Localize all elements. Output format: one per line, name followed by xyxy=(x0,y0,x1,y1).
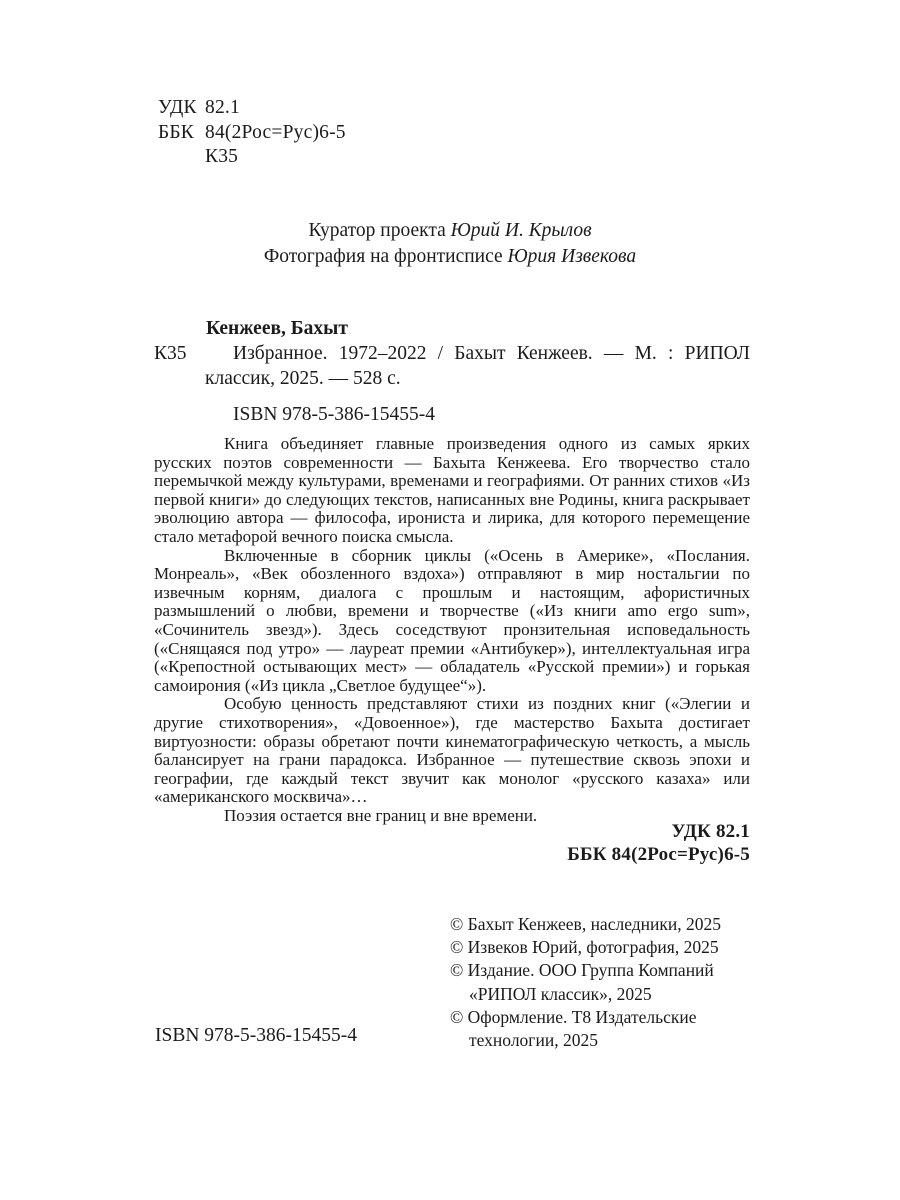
photographer-name: Юрия Извекова xyxy=(507,246,637,267)
curator-prefix: Куратор проекта xyxy=(308,220,451,241)
annotation-paragraph: Поэзия остается вне границ и вне времени. xyxy=(224,805,538,825)
annotation-paragraph: Особую ценность представляют стихи из поздних книг («Элегии и другие стихотворения», «Довоенное»), где мастерство Бахыта достигает виртуозности: образы обретают почти кинематографическую четкость, а мысль балансирует на грани парадокса. Избранное — путешествие сквозь эпохи и географии, где каждый текст звучит как монолог «русского казаха» или «американского москвича»… xyxy=(154,694,750,807)
top-classification-block xyxy=(158,96,346,170)
photo-credit-line xyxy=(152,244,748,270)
udk-label: УДК xyxy=(158,97,197,118)
bottom-classification-block xyxy=(154,820,750,866)
isbn-footer: ISBN 978-5-386-15455-4 xyxy=(155,1025,358,1046)
copyright-line: © Бахыт Кенжеев, наследники, 2025 xyxy=(450,914,721,934)
catalog-isbn: ISBN 978-5-386-15455-4 xyxy=(233,404,436,425)
catalog-card xyxy=(154,316,750,427)
bbk-footer: ББК 84(2Рос=Рус)6-5 xyxy=(567,844,750,865)
project-credits xyxy=(152,218,748,270)
copyright-line: © Издание. ООО Группа Компаний «РИПОЛ классик», 2025 xyxy=(450,960,714,1004)
curator-line xyxy=(152,218,748,244)
author-sign: К35 xyxy=(205,146,239,167)
annotation-block xyxy=(154,435,750,825)
bbk-value: 84(2Рос=Рус)6-5 xyxy=(205,121,346,143)
copyright-line: © Оформление. Т8 Издательские технологии, 2025 xyxy=(450,1006,697,1051)
udk-footer: УДК 82.1 xyxy=(671,821,750,842)
annotation-paragraph: Книга объединяет главные произведения одного из самых ярких русских поэтов современности — Бахыта Кенжеева. Его творчество стало перемычкой между культурами, временами и географиями. От ранних стихов «Из первой книги» до следующих текстов, написанных вне Родины, книга раскрывает эволюцию автора — философа, ирониста и лирика, для которого перемещение стало метафорой вечного поиска смысла. xyxy=(154,434,750,546)
catalog-description: Избранное. 1972–2022 / Бахыт Кенжеев. — М. : РИПОЛ классик, 2025. — 528 с. xyxy=(205,343,750,389)
copyright-block xyxy=(450,913,752,1052)
annotation-paragraph: Включенные в сборник циклы («Осень в Америке», «Послания. Монреаль», «Век обозленного вздоха») отправляют в мир ностальгии по извечным корням, диалога с прошлым и настоящим, афористичных размышлений о любви, времени и творчестве («Из книги amo ergo sum», «Сочинитель звезд»). Здесь соседствуют пронзительная исповедальность («Снящаяся под утро» — лауреат премии «Антибукер»), интеллектуальная игра («Крепостной остывающих мест» — обладатель «Русской премии») и горькая самоирония («Из цикла „Светлое будущее“»). xyxy=(154,545,750,695)
copyright-line: © Извеков Юрий, фотография, 2025 xyxy=(450,937,719,958)
author-sign-spacer xyxy=(158,145,205,170)
photo-credit-prefix: Фотография на фронтисписе xyxy=(263,246,508,267)
bbk-label: ББК xyxy=(158,121,195,143)
catalog-author: Кенжеев, Бахыт xyxy=(206,318,348,339)
udk-value: 82.1 xyxy=(205,97,240,118)
catalog-entry xyxy=(154,341,750,391)
curator-name: Юрий И. Крылов xyxy=(450,220,592,241)
catalog-author-sign: К35 xyxy=(154,343,187,364)
